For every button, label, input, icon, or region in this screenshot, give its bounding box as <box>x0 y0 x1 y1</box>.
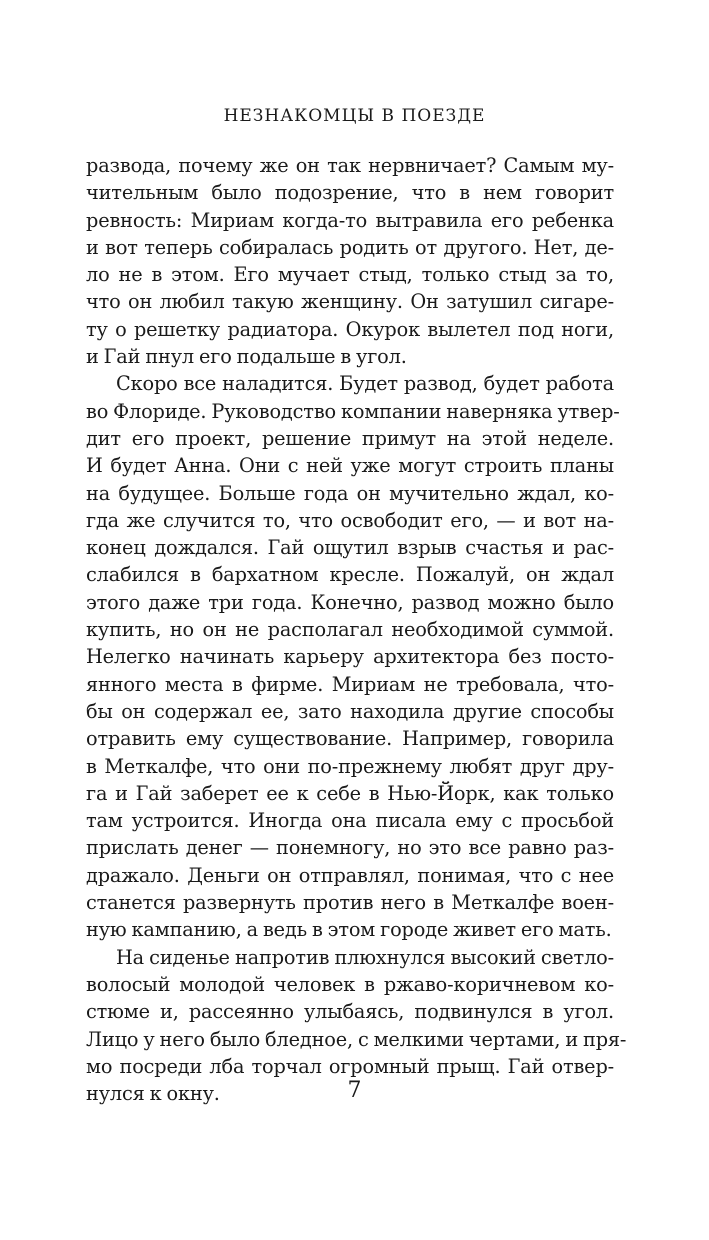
text-line: гда же случится то, что освободит его, — и вот на- <box>86 508 614 532</box>
text-line: ло не в этом. Его мучает стыд, только стыд за то, <box>86 263 614 287</box>
text-line: янного места в фирме. Мириам не требовала, что- <box>86 672 614 696</box>
text-line: станется развернуть против него в Меткалфе воен- <box>86 891 614 915</box>
text-line: конец дождался. Гай ощутил взрыв счастья и рас- <box>86 536 614 560</box>
text-line: прислать денег — понемногу, но это все равно раз- <box>86 836 614 860</box>
text-line: купить, но он не располагал необходимой суммой. <box>86 618 614 642</box>
text-line: там устроится. Иногда она писала ему с просьбой <box>86 809 614 833</box>
text-line: нулся к окну. <box>86 1082 220 1106</box>
text-line: отравить ему существование. Например, говорила <box>86 727 614 751</box>
text-line: га и Гай заберет ее к себе в Нью-Йорк, как только <box>86 781 614 805</box>
text-line: во Флориде. Руководство компании наверняка утвер- <box>86 399 620 423</box>
text-line: На сиденье напротив плюхнулся высокий светло- <box>116 945 614 969</box>
text-line: Скоро все наладится. Будет развод, будет работа <box>116 372 614 396</box>
text-line: чительным было подозрение, что в нем говорит <box>86 181 614 205</box>
text-line: волосый молодой человек в ржаво-коричневом ко- <box>86 972 614 996</box>
text-line: слабился в бархатном кресле. Пожалуй, он ждал <box>86 563 614 587</box>
text-line: в Меткалфе, что они по-прежнему любят друг дру- <box>86 754 614 778</box>
text-line: И будет Анна. Они с ней уже могут строить планы <box>86 454 614 478</box>
text-line: ревность: Мириам когда-то вытравила его ребенка <box>86 208 614 232</box>
text-line: на будущее. Больше года он мучительно ждал, ко- <box>86 481 614 505</box>
text-line: ную кампанию, а ведь в этом городе живет его мать. <box>86 918 612 942</box>
text-line: развода, почему же он так нервничает? Самым му- <box>86 154 614 177</box>
page-number: 7 <box>347 1078 362 1103</box>
text-line: мо посреди лба торчал огромный прыщ. Гай отвер- <box>86 1054 614 1078</box>
text-line: и вот теперь собиралась родить от другого. Нет, де- <box>86 235 614 259</box>
text-line: этого даже три года. Конечно, развод можно было <box>86 590 614 614</box>
text-line: дит его проект, решение примут на этой неделе. <box>86 426 614 450</box>
text-line: Лицо у него было бледное, с мелкими чертами, и пря- <box>86 1027 627 1051</box>
running-title: НЕЗНАКОМЦЫ В ПОЕЗДЕ <box>223 106 486 126</box>
text-line: Нелегко начинать карьеру архитектора без посто- <box>86 645 614 669</box>
body-text <box>86 152 627 1107</box>
text-line: ту о решетку радиатора. Окурок вылетел под ноги, <box>86 317 614 341</box>
text-line: дражало. Деньги он отправлял, понимая, что с нее <box>86 863 614 887</box>
text-line: и Гай пнул его подальше в угол. <box>86 345 407 369</box>
text-line: стюме и, рассеянно улыбаясь, подвинулся в угол. <box>86 1000 614 1024</box>
text-line: что он любил такую женщину. Он затушил сигаре- <box>86 290 614 314</box>
text-line: бы он содержал ее, зато находила другие способы <box>86 699 614 723</box>
